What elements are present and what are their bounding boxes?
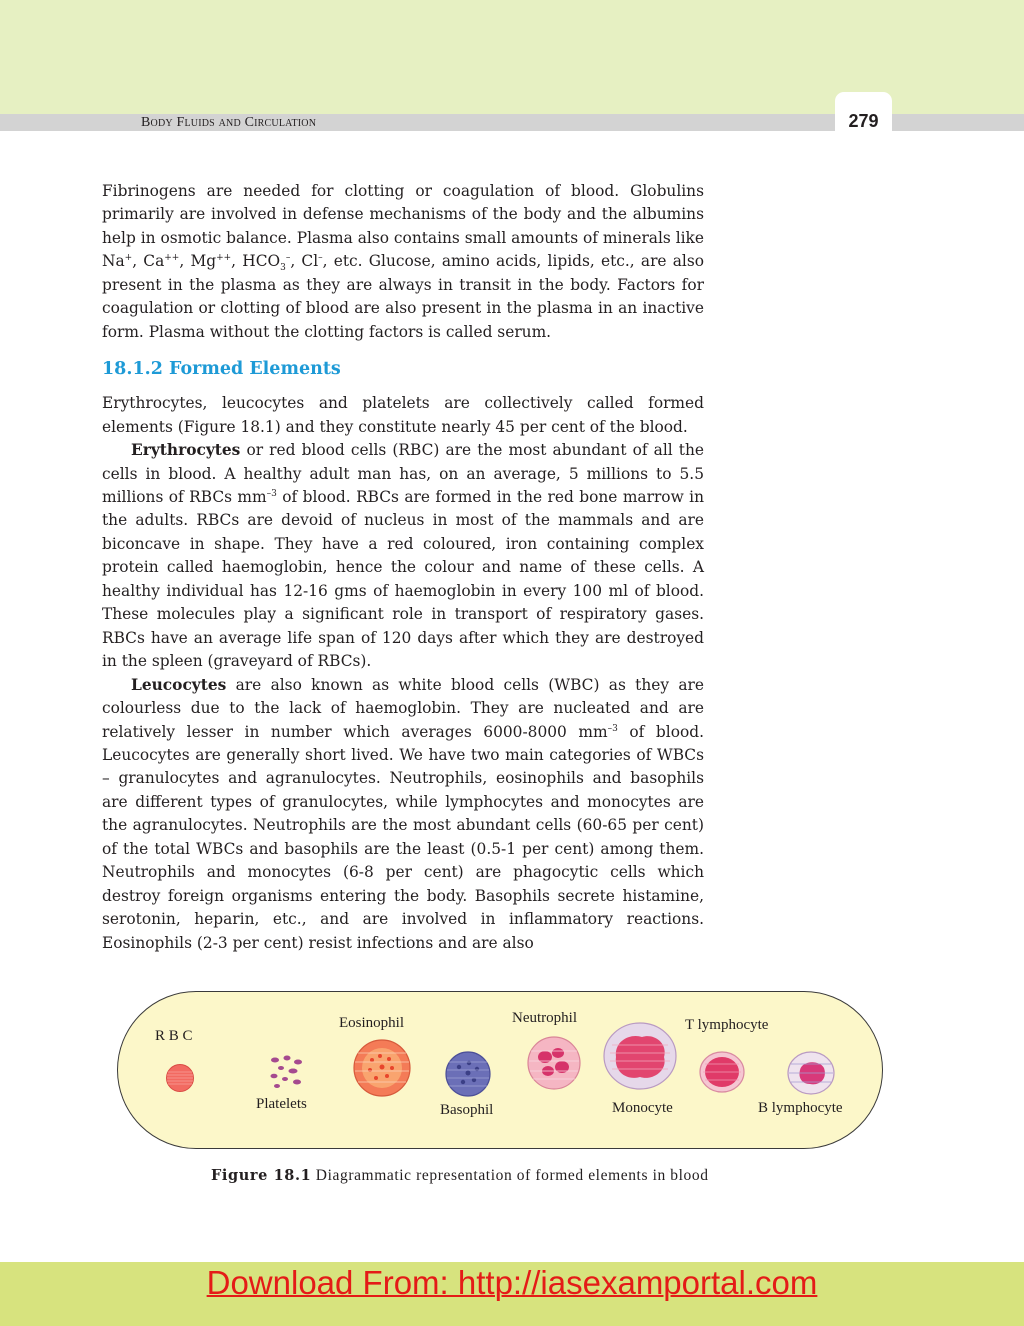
calcium-symbol: , Ca <box>132 252 165 271</box>
t-lymphocyte-illustration <box>698 1050 746 1094</box>
leucocytes-term: Leucocytes <box>131 675 227 694</box>
label-neutrophil: Neutrophil <box>512 1010 577 1026</box>
figure-caption-text: Diagrammatic representation of formed elements in blood <box>311 1167 709 1184</box>
calcium-charge: ++ <box>164 253 180 264</box>
chapter-title <box>141 114 316 131</box>
bicarbonate-subscript: 3 <box>280 263 286 274</box>
neutrophil-illustration <box>526 1035 582 1091</box>
erythrocytes-term: Erythrocytes <box>131 441 241 460</box>
erythrocytes-exponent: –3 <box>266 488 277 499</box>
eosinophil-illustration <box>352 1038 412 1098</box>
figure-box <box>117 991 883 1149</box>
plasma-text-part1: Fibrinogens are needed for clotting or coagulation of blood. Globulins primarily are involved in defense mechanisms of the body and the albumins help in osmotic balance. Plasma also contains small amounts of minerals like Na <box>102 182 704 271</box>
chloride-charge: – <box>318 253 323 264</box>
leucocytes-exponent: –3 <box>607 723 618 734</box>
label-platelets: Platelets <box>256 1096 307 1112</box>
sodium-charge: + <box>124 253 133 264</box>
erythrocytes-text-part2: of blood. RBCs are formed in the red bone marrow in the adults. RBCs are devoid of nucleus in most of the mammals and are biconcave in shape. They have a red coloured, iron containing complex protein called haemoglobin, hence the colour and name of these cells. A healthy individual has 12-16 gms of haemoglobin in every 100 ml of blood. These molecules play a significant role in transport of respiratory gases. RBCs have an average life span of 120 days after which they are destroyed in the spleen (graveyard of RBCs). <box>102 487 704 671</box>
section-heading: 18.1.2 Formed Elements <box>102 359 341 380</box>
leucocytes-paragraph <box>102 674 704 955</box>
label-eosinophil: Eosinophil <box>339 1015 405 1031</box>
erythrocytes-text-part1: or red blood cells (RBC) are the most abundant of all the cells in blood. A healthy adult man has, on an average, 5 millions to 5.5 millions of RBCs mm <box>102 441 704 506</box>
bicarbonate-symbol: , HCO <box>231 252 281 271</box>
leucocytes-text-part1: are also known as white blood cells (WBC) as they are colourless due to the lack of haemoglobin. They are nucleated and are relatively lesser in number which averages 6000-8000 mm <box>102 675 704 741</box>
bicarbonate-charge: – <box>285 253 291 264</box>
plasma-text-part2: , etc. Glucose, amino acids, lipids, etc., are also present in the plasma as they are always in transit in the body. Factors for coagulation or clotting of blood are also present in the plasma in an inactive form. Plasma without the clotting factors is called serum. <box>102 252 705 341</box>
leucocytes-text-part2: of blood. Leucocytes are generally short lived. We have two main categories of WBCs – granulocytes and agranulocytes. Neutrophils, eosinophils and basophils are different types of granulocytes, while lymphocytes and monocytes are the agranulocytes. Neutrophils are the most abundant cells (60-65 per cent) of the total WBCs and basophils are the least (0.5-1 per cent) among them. Neutrophils and monocytes (6-8 per cent) are phagocytic cells which destroy foreign organisms entering the body. Basophils secrete histamine, serotonin, heparin, etc., and are involved in inflammatory reactions. Eosinophils (2-3 per cent) resist infections and are also <box>102 722 704 952</box>
label-b-lymphocyte: B lymphocyte <box>758 1100 843 1116</box>
label-basophil: Basophil <box>440 1102 494 1118</box>
rbc-illustration <box>165 1063 195 1093</box>
plasma-paragraph <box>102 180 704 344</box>
basophil-illustration <box>444 1050 492 1098</box>
download-link[interactable]: Download From: http://iasexamportal.com <box>206 1264 818 1301</box>
chloride-symbol: , Cl <box>290 252 319 271</box>
magnesium-charge: ++ <box>216 253 232 264</box>
magnesium-symbol: , Mg <box>179 252 217 271</box>
b-lymphocyte-illustration <box>786 1050 836 1096</box>
figure-number: Figure 18.1 <box>211 1167 312 1184</box>
erythrocytes-paragraph <box>102 439 704 674</box>
body-content <box>102 180 704 955</box>
label-rbc: R B C <box>155 1028 193 1044</box>
formed-elements-intro: Erythrocytes, leucocytes and platelets are collectively called formed elements (Figure 18.1) and they constitute nearly 45 per cent of the blood. <box>102 394 704 436</box>
label-monocyte: Monocyte <box>612 1100 673 1116</box>
figure-caption <box>211 1167 851 1185</box>
label-t-lymphocyte: T lymphocyte <box>685 1017 769 1033</box>
platelets-illustration <box>265 1052 309 1092</box>
page-number: 279 <box>848 111 879 131</box>
chapter-title-text: Body Fluids and Circulation <box>141 115 317 130</box>
monocyte-illustration <box>602 1021 678 1091</box>
